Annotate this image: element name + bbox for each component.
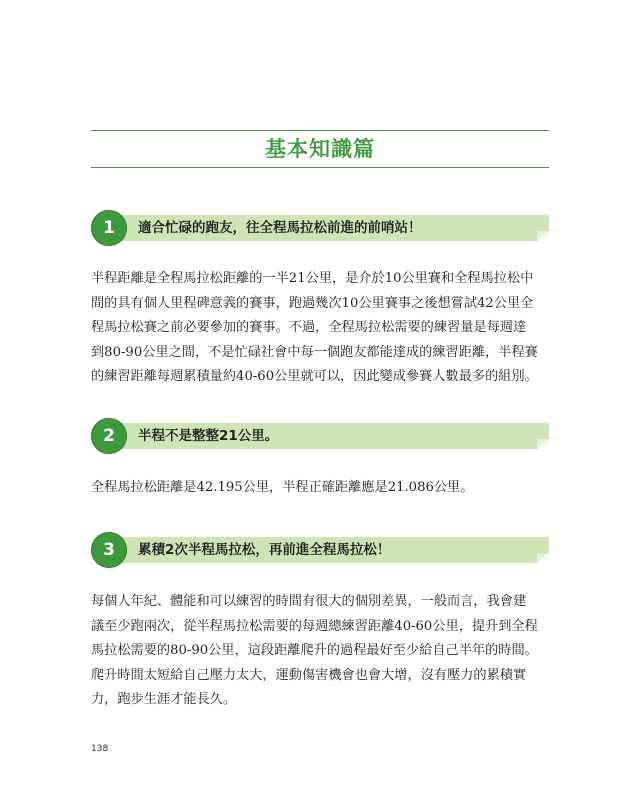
text-line: 馬拉松需要的80-90公里，這段距離爬升的過程最好至少給自己半年的時間。 <box>91 643 538 659</box>
text-line: 到80-90公里之間，不是忙碌社會中每一個跑友都能達成的練習距離，半程賽 <box>91 344 538 360</box>
text-line: 的練習距離每週累積量約40-60公里就可以，因此變成參賽人數最多的組別。 <box>91 369 538 385</box>
section-2-heading <box>91 418 549 454</box>
section-1-heading <box>91 210 549 246</box>
title-rule-top <box>91 130 549 131</box>
section-number-badge: 2 <box>91 418 127 454</box>
section-3-paragraph <box>91 590 551 713</box>
page-number: 138 <box>91 744 109 754</box>
section-heading-text: 適合忙碌的跑友，往全程馬拉松前進的前哨站！ <box>138 220 422 236</box>
text-line: 每個人年紀、體能和可以練習的時間有很大的個別差異，一般而言，我會建 <box>91 594 527 609</box>
text-line: 半程距離是全程馬拉松距離的一半21公里，是介於10公里賽和全程馬拉松中 <box>91 271 534 286</box>
section-3-heading <box>91 532 549 568</box>
title-rule-bottom <box>91 167 549 168</box>
page-title: 基本知識篇 <box>265 137 375 161</box>
section-1-paragraph <box>91 267 551 390</box>
section-number-badge: 1 <box>91 210 127 246</box>
section-heading-text: 半程不是整整21公里。 <box>138 428 279 444</box>
text-line: 程馬拉松賽之前必要參加的賽事。不過，全程馬拉松需要的練習量是每週達 <box>91 320 527 336</box>
text-line: 議至少跑兩次，從半程馬拉松需要的每週總練習距離40-60公里，提升到全程 <box>91 618 538 634</box>
section-heading-text: 累積2次半程馬拉松，再前進全程馬拉松！ <box>138 542 391 558</box>
text-line: 力，跑步生涯才能長久。 <box>91 692 237 708</box>
section-number-badge: 3 <box>91 532 127 568</box>
text-line: 間的具有個人里程碑意義的賽事，跑過幾次10公里賽事之後想嘗試42公里全 <box>91 295 534 311</box>
section-2-paragraph <box>91 476 551 501</box>
text-line: 全程馬拉松距離是42.195公里，半程正確距離應是21.086公里。 <box>91 480 474 495</box>
text-line: 爬升時間太短給自己壓力太大，運動傷害機會也會大增，沒有壓力的累積實 <box>91 667 527 683</box>
